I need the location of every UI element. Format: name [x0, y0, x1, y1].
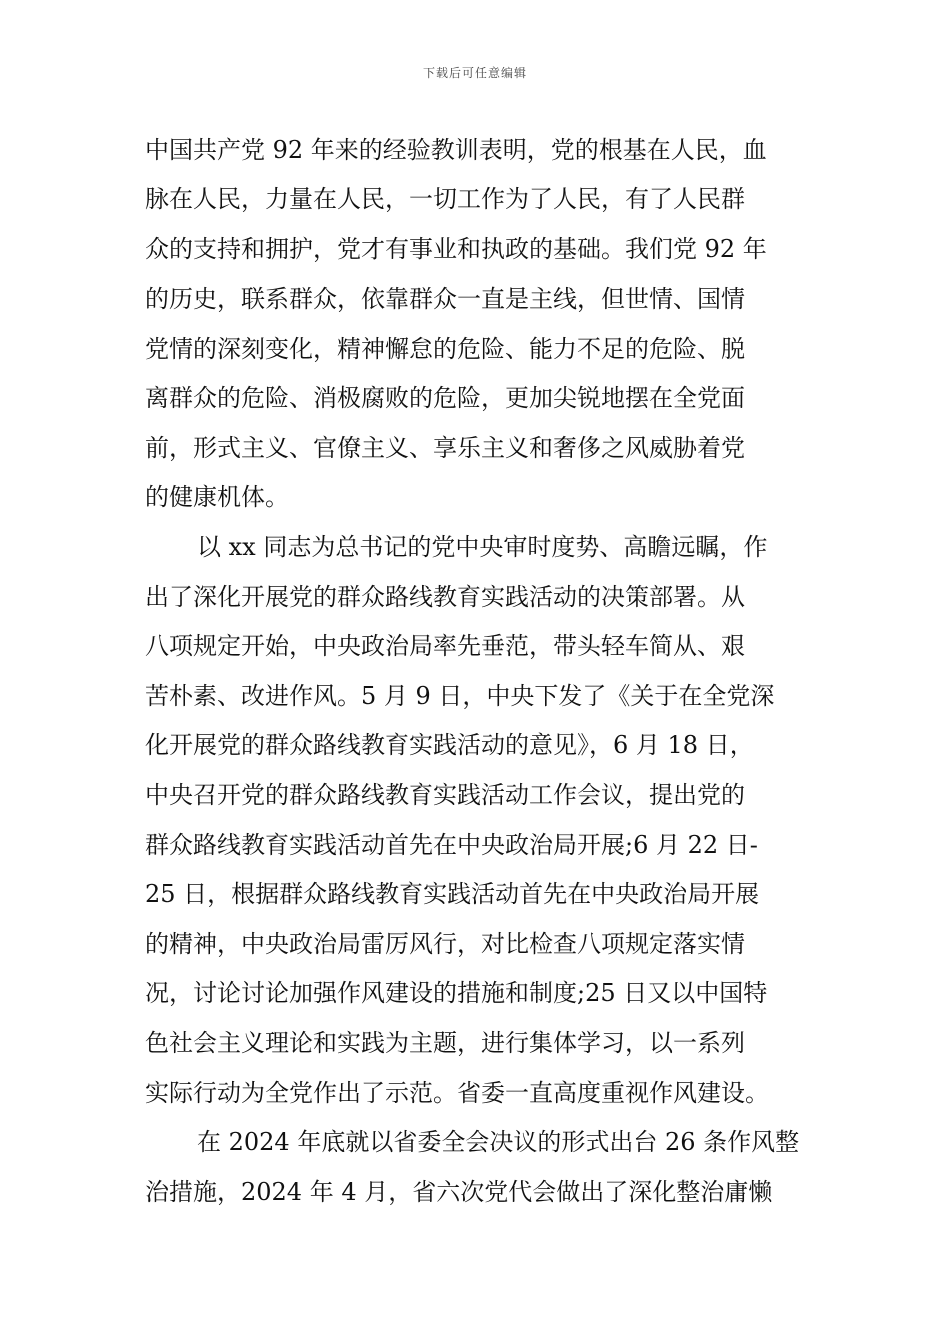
paragraph-2-line-10: 况，讨论讨论加强作风建设的措施和制度;25 日又以中国特 — [145, 979, 768, 1007]
paragraph-2-line-1: 以 xx 同志为总书记的党中央审时度势、高瞻远瞩，作 — [197, 533, 768, 561]
paragraph-1-line-7: 前，形式主义、官僚主义、享乐主义和奢侈之风威胁着党 — [145, 434, 745, 462]
paragraph-1-line-3: 众的支持和拥护，党才有事业和执政的基础。我们党 92 年 — [145, 235, 767, 263]
paragraph-1-line-8: 的健康机体。 — [145, 483, 289, 511]
paragraph-1-line-2: 脉在人民，力量在人民，一切工作为了人民，有了人民群 — [145, 185, 745, 213]
paragraph-1-line-5: 党情的深刻变化，精神懈怠的危险、能力不足的危险、脱 — [145, 335, 745, 363]
paragraph-2-line-6: 中央召开党的群众路线教育实践活动工作会议，提出党的 — [145, 781, 745, 809]
paragraph-1-line-1: 中国共产党 92 年来的经验教训表明，党的根基在人民，血 — [145, 136, 767, 164]
paragraph-1-line-6: 离群众的危险、消极腐败的危险，更加尖锐地摆在全党面 — [145, 384, 745, 412]
paragraph-1-line-4: 的历史，联系群众，依靠群众一直是主线，但世情、国情 — [145, 285, 745, 313]
paragraph-3-line-1: 在 2024 年底就以省委全会决议的形式出台 26 条作风整 — [197, 1128, 800, 1156]
paragraph-2-line-5: 化开展党的群众路线教育实践活动的意见》，6 月 18 日， — [145, 731, 754, 759]
paragraph-2-line-2: 出了深化开展党的群众路线教育实践活动的决策部署。从 — [145, 583, 745, 611]
page-header: 下载后可任意编辑 — [422, 66, 527, 80]
paragraph-2-line-9: 的精神，中央政治局雷厉风行，对比检查八项规定落实情 — [145, 930, 745, 958]
paragraph-2-line-3: 八项规定开始，中央政治局率先垂范，带头轻车简从、艰 — [145, 632, 745, 660]
paragraph-3-line-2: 治措施，2024 年 4 月，省六次党代会做出了深化整治庸懒 — [145, 1178, 773, 1206]
paragraph-2-line-8: 25 日，根据群众路线教育实践活动首先在中央政治局开展 — [145, 880, 760, 908]
paragraph-2-line-11: 色社会主义理论和实践为主题，进行集体学习，以一系列 — [145, 1029, 745, 1057]
paragraph-2-line-7: 群众路线教育实践活动首先在中央政治局开展;6 月 22 日- — [145, 831, 758, 859]
paragraph-2-line-12: 实际行动为全党作出了示范。省委一直高度重视作风建设。 — [145, 1079, 769, 1107]
paragraph-2-line-4: 苦朴素、改进作风。5 月 9 日，中央下发了《关于在全党深 — [145, 682, 775, 710]
